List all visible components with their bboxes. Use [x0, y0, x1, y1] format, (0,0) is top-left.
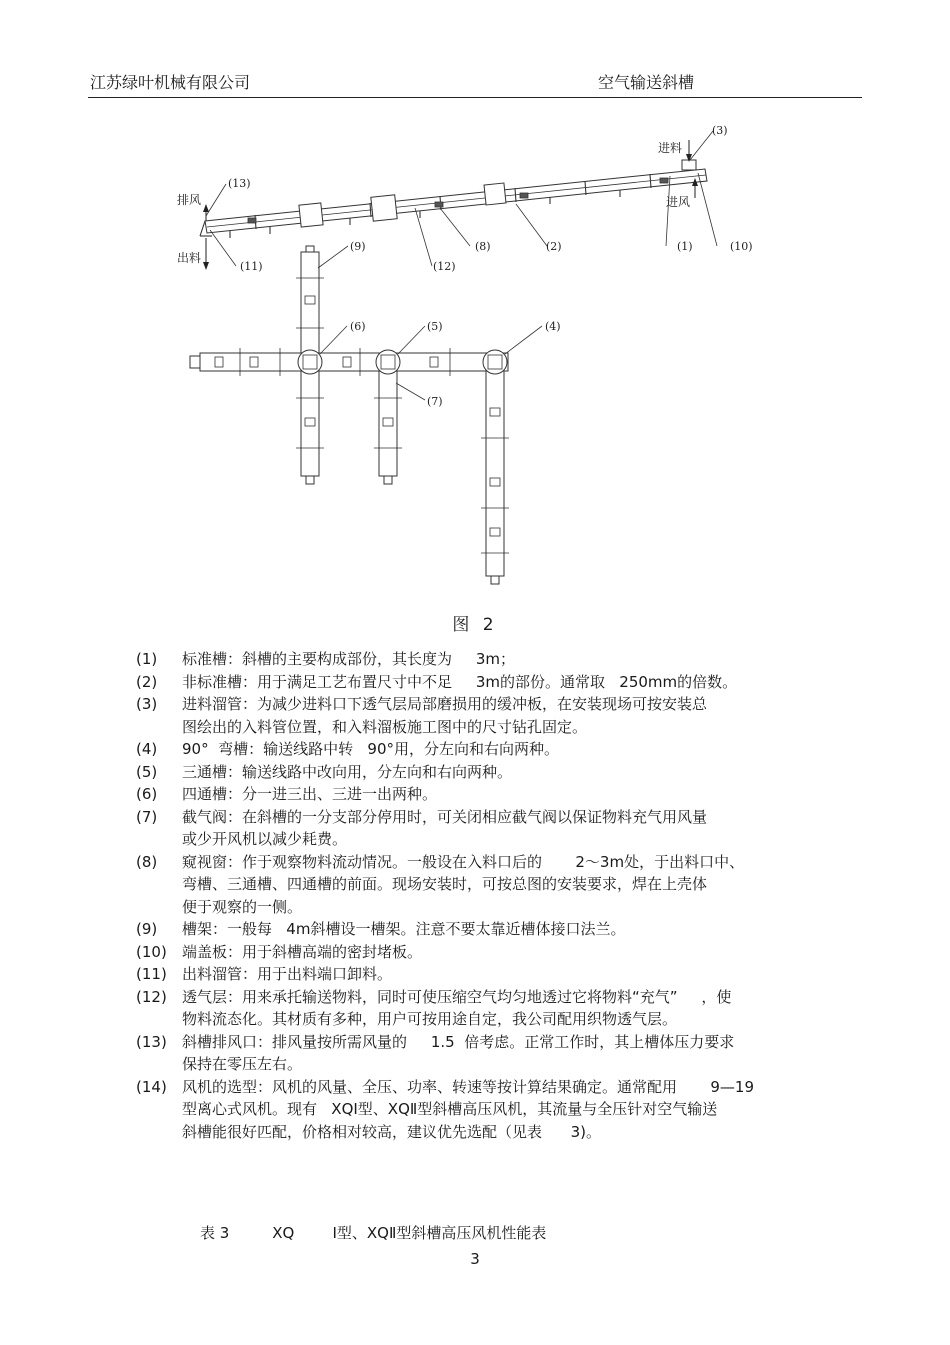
item-text-continued: 弯槽、三通槽、四通槽的前面。现场安装时，可按总图的安装要求，焊在上壳体	[182, 875, 708, 893]
item-text: 四通槽：分一进三出、三进一出两种。	[182, 785, 438, 803]
page-number: 3	[470, 1250, 480, 1268]
callout-2: (2)	[546, 240, 562, 253]
list-item	[136, 963, 876, 986]
item-text: 90° 弯槽：输送线路中转 90°用，分左向和右向两种。	[182, 740, 560, 758]
item-text: 端盖板：用于斜槽高端的密封堵板。	[182, 942, 423, 961]
item-text: 窥视窗：作于观察物料流动情况。一般设在入料口后的 2～3m处，于出料口中、	[182, 852, 745, 871]
list-item	[136, 738, 876, 761]
callout-13: (13)	[228, 177, 251, 190]
callout-8: (8)	[475, 240, 491, 253]
callout-6: (6)	[350, 320, 366, 333]
figure-caption: 图 2	[452, 615, 498, 635]
item-number: (2)	[136, 672, 158, 691]
plan-view	[190, 246, 509, 584]
label-exhaust: 排风	[177, 193, 202, 207]
item-text-continued: 便于观察的一侧。	[182, 897, 303, 916]
callout-11: (11)	[240, 260, 263, 273]
item-text-continued: 保持在零压左右。	[182, 1055, 303, 1073]
list-item	[136, 941, 876, 964]
callout-10: (10)	[730, 240, 753, 253]
item-number: (1)	[136, 650, 158, 668]
label-outlet: 出料	[177, 251, 202, 265]
item-text-continued: 图绘出的入料管位置，和入料溜板施工图中的尺寸钻孔固定。	[182, 717, 588, 736]
list-item	[136, 806, 876, 829]
item-text: 进料溜管：为减少进料口下透气层局部磨损用的缓冲板，在安装现场可按安装总	[182, 695, 708, 713]
item-text-continued: 斜槽能很好匹配，价格相对较高，建议优先选配（见表 3)。	[182, 1122, 602, 1141]
list-item	[136, 671, 876, 694]
list-item	[136, 761, 876, 784]
callout-7: (7)	[427, 395, 443, 408]
header-rule	[88, 97, 862, 98]
item-number: (13)	[136, 1032, 167, 1051]
callout-12: (12)	[433, 260, 456, 273]
inclined-chute	[200, 140, 707, 270]
item-number: (3)	[136, 695, 158, 713]
item-number: (12)	[136, 987, 167, 1006]
label-air-in: 进风	[666, 195, 691, 209]
item-text-continued: 型离心式风机。现有 XQⅠ型、XQⅡ型斜槽高压风机，其流量与全压针对空气输送	[182, 1100, 718, 1118]
table-title: 表 3 XQ Ⅰ型、XQⅡ型斜槽高压风机性能表	[200, 1224, 547, 1242]
list-item	[136, 851, 876, 874]
callout-9: (9)	[350, 240, 366, 253]
list-item	[136, 693, 876, 716]
item-number: (8)	[136, 852, 158, 871]
item-number: (10)	[136, 942, 167, 961]
item-number: (7)	[136, 807, 158, 826]
list-item	[136, 648, 876, 671]
item-number: (4)	[136, 740, 158, 758]
item-text: 标准槽：斜槽的主要构成部份，其长度为 3m；	[182, 650, 515, 668]
item-text: 透气层：用来承托输送物料，同时可使压缩空气均匀地透过它将物料“充气” ，使	[182, 987, 732, 1006]
item-number: (14)	[136, 1077, 167, 1096]
item-text: 风机的选型：风机的风量、全压、功率、转速等按计算结果确定。通常配用 9—19	[182, 1077, 755, 1096]
callout-4: (4)	[545, 320, 561, 333]
item-text-continued: 或少开风机以减少耗费。	[182, 830, 348, 848]
item-text-continued: 物料流态化。其材质有多种，用户可按用途自定，我公司配用织物透气层。	[182, 1010, 678, 1028]
item-number: (11)	[136, 965, 167, 983]
list-item	[136, 783, 876, 806]
item-list	[136, 648, 876, 1143]
list-item	[136, 1076, 876, 1099]
item-text: 三通槽：输送线路中改向用，分左向和右向两种。	[182, 762, 513, 781]
chute-layout-diagram	[150, 118, 753, 586]
item-number: (6)	[136, 785, 158, 803]
item-text: 斜槽排风口：排风量按所需风量的 1.5 倍考虑。正常工作时，其上槽体压力要求	[182, 1032, 735, 1051]
list-item	[136, 1031, 876, 1054]
item-number: (5)	[136, 762, 158, 781]
header-company: 江苏绿叶机械有限公司	[90, 73, 251, 92]
item-text: 槽架：一般每 4m斜槽设一槽架。注意不要太靠近槽体接口法兰。	[182, 920, 626, 938]
callout-1: (1)	[677, 240, 693, 253]
item-text: 非标准槽：用于满足工艺布置尺寸中不足 3m的部份。通常取 250mm的倍数。	[182, 672, 738, 691]
item-text: 出料溜管：用于出料端口卸料。	[182, 965, 393, 983]
list-item	[136, 918, 876, 941]
list-item	[136, 986, 876, 1009]
label-inlet: 进料	[658, 141, 683, 155]
callout-3: (3)	[712, 124, 728, 137]
item-number: (9)	[136, 920, 158, 938]
callout-5: (5)	[427, 320, 443, 333]
item-text: 截气阀：在斜槽的一分支部分停用时，可关闭相应截气阀以保证物料充气用风量	[182, 807, 708, 826]
header-doc-title: 空气输送斜槽	[598, 73, 695, 92]
